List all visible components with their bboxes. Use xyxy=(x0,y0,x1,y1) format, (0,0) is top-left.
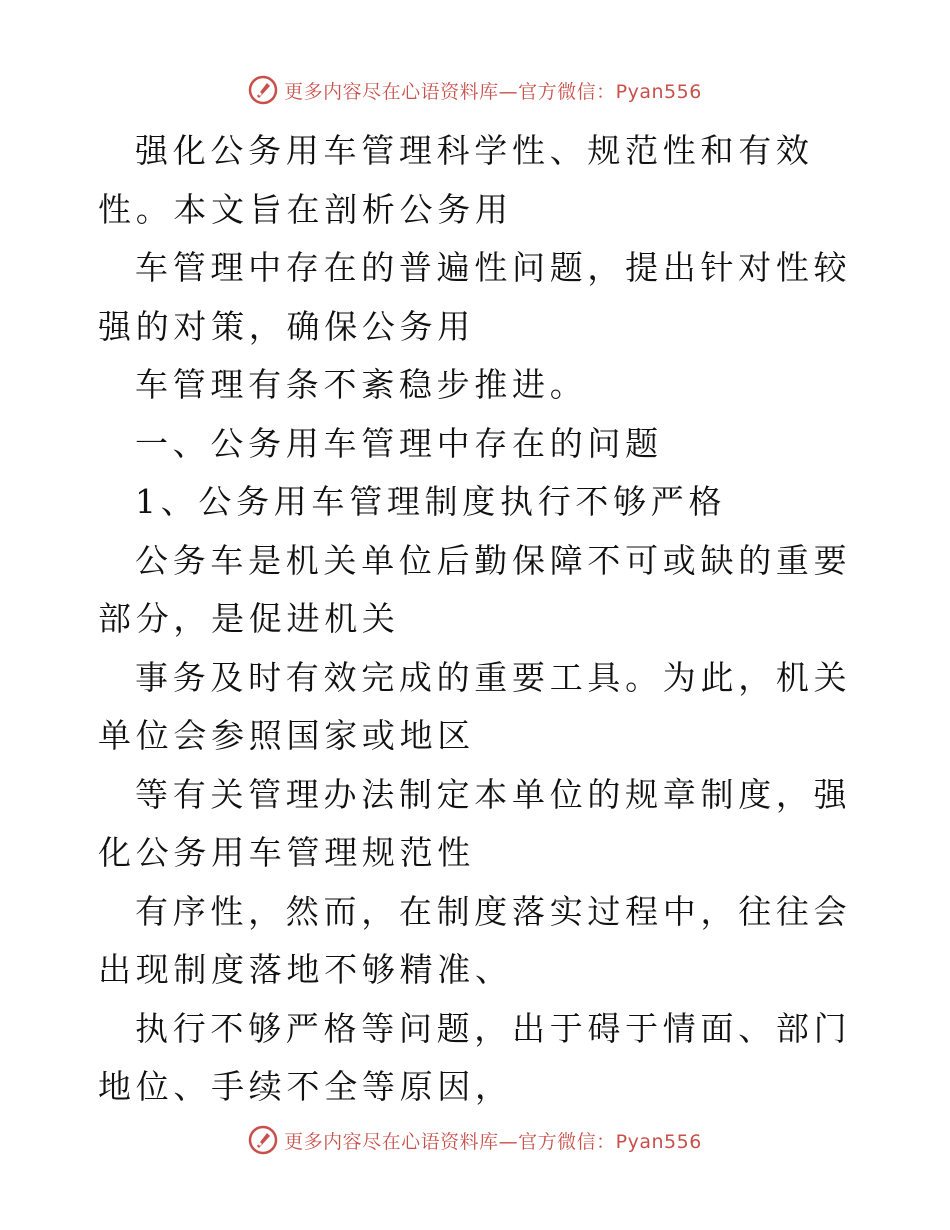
paragraph: 事务及时有效完成的重要工具。为此，机关单位会参照国家或地区 xyxy=(98,657,852,755)
watermark-text: 更多内容尽在心语资料库—官方微信：Pyan556 xyxy=(284,80,702,103)
paragraph: 公务车是机关单位后勤保障不可或缺的重要部分，是促进机关 xyxy=(98,540,852,638)
document-body xyxy=(98,122,858,1117)
pen-nib-logo-icon xyxy=(248,75,278,105)
paragraph: 车管理有条不紊稳步推进。 xyxy=(135,365,588,404)
pen-nib-logo-icon xyxy=(248,1125,278,1155)
subsection-heading: 1、公务用车管理制度执行不够严格 xyxy=(135,482,727,521)
watermark-text: 更多内容尽在心语资料库—官方微信：Pyan556 xyxy=(284,1130,702,1153)
section-heading: 一、公务用车管理中存在的问题 xyxy=(135,423,663,463)
paragraph: 有序性，然而，在制度落实过程中，往往会出现制度落地不够精准、 xyxy=(98,891,852,989)
header-watermark xyxy=(0,70,950,110)
paragraph: 执行不够严格等问题，出于碍于情面、部门地位、手续不全等原因， xyxy=(98,1008,852,1106)
paragraph: 强化公务用车管理科学性、规范性和有效性。本文旨在剖析公务用 xyxy=(98,131,814,229)
paragraph: 等有关管理办法制定本单位的规章制度，强化公务用车管理规范性 xyxy=(98,774,852,872)
paragraph: 车管理中存在的普遍性问题，提出针对性较强的对策，确保公务用 xyxy=(98,248,852,346)
footer-watermark xyxy=(0,1120,950,1160)
